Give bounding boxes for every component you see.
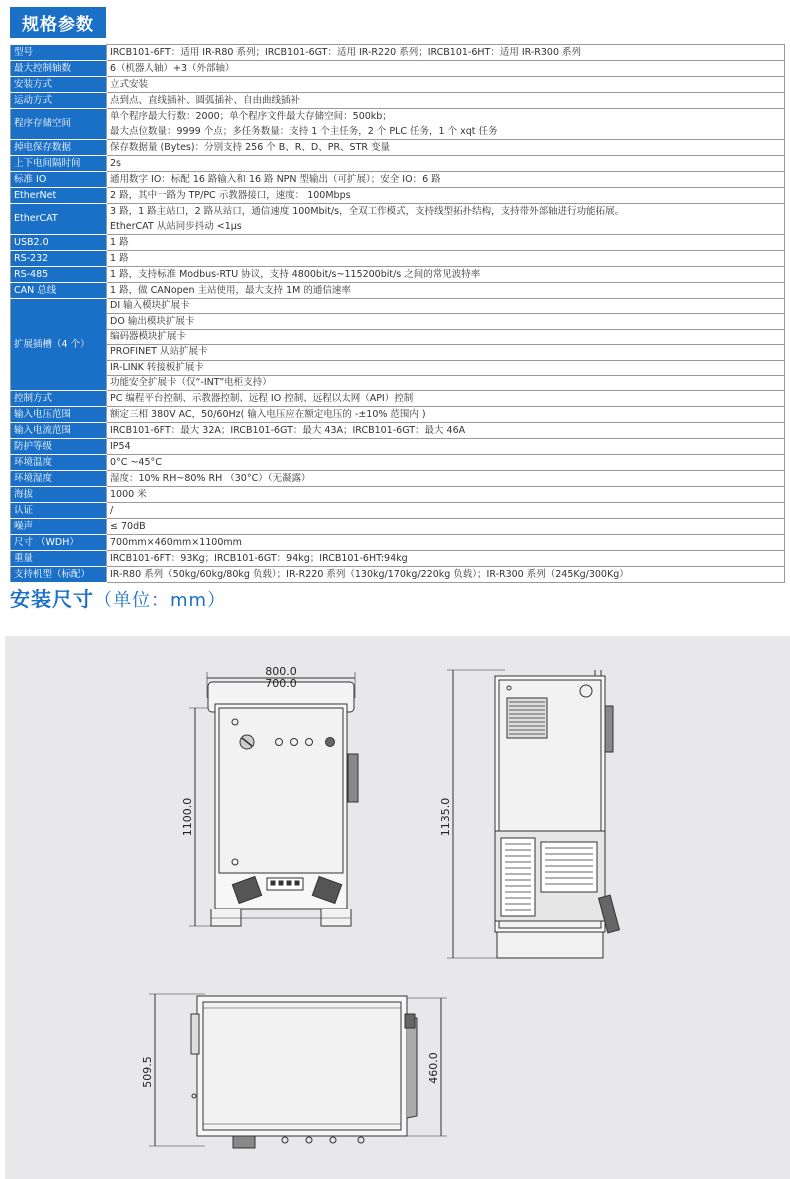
spec-row [11,407,785,423]
spec-label: 尺寸 （WDH） [11,535,107,551]
spec-row-expansion [11,299,785,314]
spec-value [107,93,785,109]
spec-label: 环境湿度 [11,471,107,487]
spec-row [11,109,785,140]
spec-value-line: ≤ 70dB [110,521,146,533]
spec-row [11,471,785,487]
spec-value [107,407,785,423]
spec-row [11,204,785,235]
spec-row [11,45,785,61]
dimension-unit-text: （单位：mm） [94,590,227,611]
spec-value [107,251,785,267]
spec-value-line: IRCB101-6FT：最大 32A；IRCB101-6GT：最大 43A；IRCB101-6GT：最大 46A [110,425,466,437]
spec-row-expansion [11,345,785,360]
spec-value-expansion-item: 功能安全扩展卡（仅“-INT”电柜支持） [107,375,785,390]
spec-label: 程序存储空间 [11,109,107,140]
spec-value-line: 1 路 [110,237,129,248]
spec-label: RS-485 [11,267,107,283]
spec-label: 输入电压范围 [11,407,107,423]
spec-label: 支持机型（标配） [11,567,107,583]
spec-label: 噪声 [11,519,107,535]
spec-row-expansion [11,375,785,390]
spec-label: EtherNet [11,188,107,204]
spec-label: 控制方式 [11,391,107,407]
spec-value-line: 3 路，1 路主站口，2 路从站口，通信速度 100Mbit/s，全双工作模式，支持线型拓扑结构，支持带外部轴进行功能拓展。 [110,206,625,217]
spec-value [107,503,785,519]
spec-value-line: 2 路，其中一路为 TP/PC 示教器接口，速度： 100Mbps [110,190,351,201]
spec-label: 防护等级 [11,439,107,455]
spec-value-line: 6（机器人轴）+3（外部轴） [110,63,235,74]
spec-row [11,156,785,172]
spec-value [107,487,785,503]
spec-label: 环境温度 [11,455,107,471]
spec-value-line: 湿度：10% RH~80% RH （30°C）（无凝露） [110,473,311,485]
spec-value [107,156,785,172]
spec-row-expansion [11,314,785,329]
spec-value-line: 最大点位数量：9999 个点；多任务数量：支持 1 个主任务，2 个 PLC 任务，1 个 xqt 任务 [110,126,498,137]
spec-row [11,551,785,567]
dim-label-700: 700.0 [265,677,297,690]
spec-value [107,455,785,471]
spec-value-line: 2s [110,158,121,169]
front-view [189,672,358,926]
spec-value-line: 1 路，支持标准 Modbus-RTU 协议，支持 4800bit/s~115200bit/s 之间的常见波特率 [110,269,481,280]
spec-label: RS-232 [11,251,107,267]
technical-drawing [5,636,790,1179]
spec-label: 认证 [11,503,107,519]
spec-value [107,439,785,455]
spec-value-line: 0°C ~45°C [110,457,162,469]
spec-value [107,77,785,93]
dimension-title-text: 安装尺寸 [10,587,94,611]
spec-value [107,551,785,567]
spec-label: 标准 IO [11,172,107,188]
spec-value [107,61,785,77]
spec-row [11,93,785,109]
side-view [447,670,619,958]
spec-value [107,188,785,204]
spec-value-line: 通用数字 IO：标配 16 路输入和 16 路 NPN 型输出（可扩展）；安全 IO：6 路 [110,174,441,185]
spec-label: 型号 [11,45,107,61]
dim-label-800: 800.0 [265,665,297,678]
spec-label: USB2.0 [11,235,107,251]
spec-row [11,423,785,439]
spec-table [10,44,785,583]
spec-value-line: PC 编程平台控制、示教器控制、远程 IO 控制、远程以太网（API）控制 [110,393,414,405]
spec-value [107,140,785,156]
spec-row [11,439,785,455]
spec-row [11,391,785,407]
spec-section-title: 规格参数 [10,7,106,38]
dim-label-460: 460.0 [427,1052,440,1084]
spec-value-line: IRCB101-6FT：93Kg；IRCB101-6GT：94kg；IRCB101-6HT:94kg [110,553,408,565]
dim-label-1135: 1135.0 [439,797,452,837]
spec-row [11,535,785,551]
spec-row [11,77,785,93]
spec-value-expansion-item: PROFINET 从站扩展卡 [107,345,785,360]
spec-row [11,172,785,188]
dimension-section-title [10,583,226,612]
spec-row [11,455,785,471]
spec-row [11,61,785,77]
spec-label: 运动方式 [11,93,107,109]
spec-value [107,391,785,407]
spec-label: 输入电流范围 [11,423,107,439]
spec-value-expansion-item: DO 输出模块扩展卡 [107,314,785,329]
spec-value-line: IP54 [110,441,131,453]
spec-value [107,535,785,551]
spec-value-expansion-item: IR-LINK 转接板扩展卡 [107,360,785,375]
spec-value [107,235,785,251]
spec-value-line: IR-R80 系列（50kg/60kg/80kg 负载）；IR-R220 系列（130kg/170kg/220kg 负载）；IR-R300 系列（245Kg/300Kg） [110,569,629,581]
spec-label: 最大控制轴数 [11,61,107,77]
spec-value [107,423,785,439]
spec-value [107,267,785,283]
spec-label-expansion: 扩展插槽（4 个） [11,299,107,391]
spec-value-line: / [110,505,114,517]
spec-row [11,503,785,519]
drawing-panel [5,636,790,1179]
spec-value [107,283,785,299]
spec-row-expansion [11,329,785,344]
spec-row [11,567,785,583]
spec-label: 上下电间隔时间 [11,156,107,172]
spec-row [11,283,785,299]
spec-value [107,204,785,235]
spec-value [107,45,785,61]
spec-row [11,188,785,204]
dim-label-509: 509.5 [141,1056,154,1088]
spec-value-line: 700mm×460mm×1100mm [110,537,242,549]
spec-value-line: 1 路 [110,253,129,264]
spec-row [11,235,785,251]
spec-row [11,251,785,267]
spec-value-line: 1000 米 [110,489,147,501]
spec-value-line: 单个程序最大行数：2000；单个程序文件最大存储空间：500kb； [110,111,392,122]
spec-value [107,109,785,140]
spec-value [107,471,785,487]
spec-label: CAN 总线 [11,283,107,299]
top-view [149,994,447,1148]
spec-row [11,140,785,156]
spec-label: 掉电保存数据 [11,140,107,156]
spec-row [11,267,785,283]
dim-label-1100: 1100.0 [181,797,194,837]
spec-value [107,172,785,188]
spec-value-line: 点到点、直线插补、圆弧插补、自由曲线插补 [110,95,301,106]
spec-row [11,519,785,535]
spec-value-expansion-item: DI 输入模块扩展卡 [107,299,785,314]
spec-value-expansion-item: 编码器模块扩展卡 [107,329,785,344]
spec-value [107,567,785,583]
spec-row-expansion [11,360,785,375]
spec-label: 重量 [11,551,107,567]
spec-value-line: 1 路，做 CANopen 主站使用，最大支持 1M 的通信速率 [110,285,351,296]
spec-value-line: IRCB101-6FT：适用 IR-R80 系列；IRCB101-6GT：适用 IR-R220 系列；IRCB101-6HT：适用 IR-R300 系列 [110,47,582,58]
spec-row [11,487,785,503]
spec-label: 海拔 [11,487,107,503]
spec-value-line: 额定三相 380V AC，50/60Hz( 输入电压应在额定电压的 -±10% 范围内 ) [110,409,426,421]
spec-value [107,519,785,535]
spec-label: EtherCAT [11,204,107,235]
spec-value-line: 保存数据量 (Bytes)：分别支持 256 个 B、R、D、PR、STR 变量 [110,142,391,153]
spec-value-line: EtherCAT 从站同步抖动 <1µs [110,221,242,232]
spec-value-line: 立式安装 [110,79,149,90]
spec-label: 安装方式 [11,77,107,93]
